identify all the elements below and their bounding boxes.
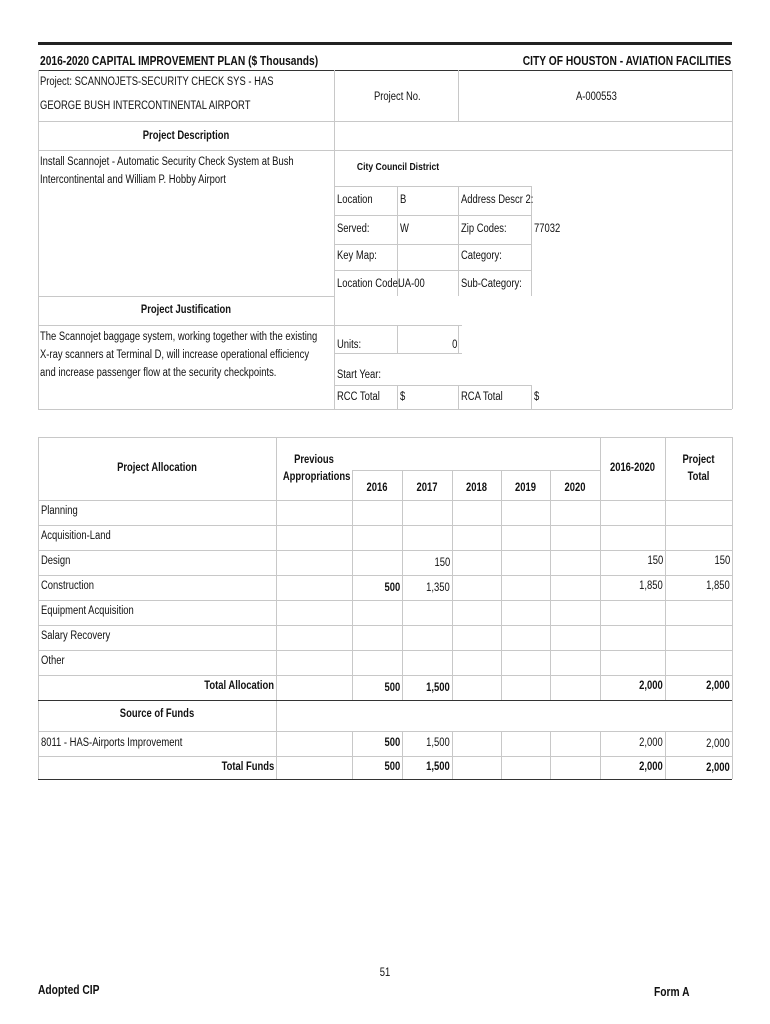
range-2016-2020-header: 2016-2020 <box>609 462 656 474</box>
previous-appropriations-line1: Previous <box>294 454 334 466</box>
project-number-value: A-000553 <box>576 91 617 103</box>
description-line1: Install Scannojet - Automatic Security Check System at Bush <box>40 156 294 168</box>
description-line2: Intercontinental and William P. Hobby Airport <box>40 174 226 186</box>
project-number-label: Project No. <box>374 91 421 103</box>
justification-line2: X-ray scanners at Terminal D, will increase operational efficiency <box>40 349 310 361</box>
category-label: Category: <box>461 250 502 262</box>
year-2019-header: 2019 <box>515 482 536 494</box>
design-2017: 150 <box>434 557 450 569</box>
year-2016-header: 2016 <box>366 482 388 494</box>
top-rule <box>38 42 732 45</box>
sub-category-label: Sub-Category: <box>461 278 522 290</box>
project-justification-heading: Project Justification <box>140 304 232 316</box>
year-2018-header: 2018 <box>466 482 487 494</box>
fund-source-2016: 500 <box>384 737 400 749</box>
year-2017-header: 2017 <box>416 482 438 494</box>
agency-title: CITY OF HOUSTON - AVIATION FACILITIES <box>522 54 731 68</box>
location-label: Location <box>337 194 373 206</box>
design-project-total: 150 <box>714 555 730 567</box>
fund-source-2016-2020: 2,000 <box>639 737 663 749</box>
justification-line3: and increase passenger flow at the security checkpoints. <box>40 367 277 379</box>
units-label: Units: <box>337 339 362 351</box>
project-allocation-heading: Project Allocation <box>117 462 197 474</box>
row-construction-label: Construction <box>41 580 94 592</box>
row-planning-label: Planning <box>41 505 78 517</box>
location-value: B <box>400 194 407 206</box>
rcc-total-value: $ <box>400 391 406 403</box>
row-other-label: Other <box>41 655 65 667</box>
project-description-heading: Project Description <box>142 130 230 142</box>
total-allocation-2017: 1,500 <box>426 682 450 694</box>
year-2020-header: 2020 <box>564 482 586 494</box>
justification-line1: The Scannojet baggage system, working together with the existing <box>40 331 318 343</box>
previous-appropriations-line2: Appropriations <box>282 471 351 483</box>
footer-form-a: Form A <box>654 985 690 999</box>
construction-2017: 1,350 <box>426 582 450 594</box>
fund-source-2017: 1,500 <box>426 737 450 749</box>
row-acquisition-land-label: Acquisition-Land <box>41 530 111 542</box>
total-funds-2016: 500 <box>384 761 400 773</box>
start-year-label: Start Year: <box>337 369 382 381</box>
row-equipment-acquisition-label: Equipment Acquisition <box>41 605 134 617</box>
zip-codes-label: Zip Codes: <box>461 223 507 235</box>
construction-2016-2020: 1,850 <box>639 580 663 592</box>
total-allocation-2016: 500 <box>384 682 400 694</box>
construction-2016: 500 <box>384 582 400 594</box>
source-of-funds-heading: Source of Funds <box>119 708 195 720</box>
units-value: 0 <box>451 339 457 351</box>
key-map-label: Key Map: <box>337 250 377 262</box>
project-name-line2: GEORGE BUSH INTERCONTINENTAL AIRPORT <box>40 100 251 112</box>
location-code-label: Location Code: <box>337 278 401 290</box>
total-allocation-project-total: 2,000 <box>706 680 730 692</box>
header-rule <box>38 70 732 71</box>
footer-adopted-cip: Adopted CIP <box>38 983 100 997</box>
construction-project-total: 1,850 <box>706 580 730 592</box>
total-funds-project-total: 2,000 <box>706 762 730 774</box>
project-total-line1: Project <box>682 454 715 466</box>
total-funds-2016-2020: 2,000 <box>639 761 663 773</box>
project-name-line1: Project: SCANNOJETS-SECURITY CHECK SYS - HAS <box>40 76 274 88</box>
total-allocation-2016-2020: 2,000 <box>639 680 663 692</box>
row-salary-recovery-label: Salary Recovery <box>41 630 111 642</box>
zip-codes-value: 77032 <box>534 223 561 235</box>
fund-source-label: 8011 - HAS-Airports Improvement <box>41 737 183 749</box>
plan-title: 2016-2020 CAPITAL IMPROVEMENT PLAN ($ Thousands) <box>40 54 319 68</box>
row-design-label: Design <box>41 555 71 567</box>
address-descr-label: Address Descr 2: <box>461 194 534 206</box>
page-number: 51 <box>379 967 391 979</box>
rcc-total-label: RCC Total <box>337 391 380 403</box>
location-code-value: UA-00 <box>398 278 425 290</box>
total-allocation-label: Total Allocation <box>204 680 274 692</box>
total-funds-2017: 1,500 <box>426 761 450 773</box>
rca-total-value: $ <box>534 391 540 403</box>
served-value: W <box>400 223 409 235</box>
rca-total-label: RCA Total <box>461 391 503 403</box>
design-2016-2020: 150 <box>647 555 663 567</box>
council-district-heading: City Council District <box>356 161 440 173</box>
fund-source-project-total: 2,000 <box>706 738 730 750</box>
total-funds-label: Total Funds <box>221 761 274 773</box>
project-total-line2: Total <box>687 471 710 483</box>
served-label: Served: <box>337 223 370 235</box>
